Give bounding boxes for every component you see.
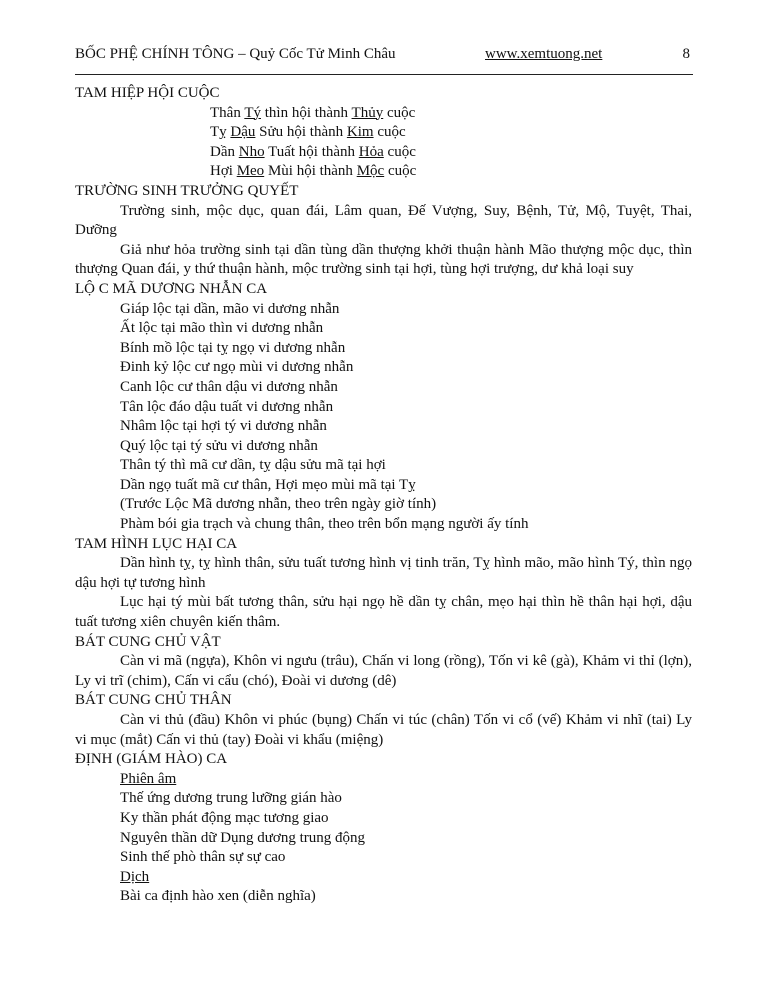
tam-hiep-line: Hợi Meo Mùi hội thành Mộc cuộc bbox=[210, 163, 417, 180]
verse-line: Bài ca định hào xen (diễn nghĩa) bbox=[120, 888, 316, 905]
paragraph: Trường sinh, mộc dục, quan đái, Lâm quan, Đế Vượng, Suy, Bệnh, Tử, Mộ, Tuyệt, Thai, Dưỡng bbox=[75, 202, 692, 239]
section-heading-dinh-hao: ĐỊNH (GIÁM HÀO) CA bbox=[75, 751, 228, 768]
section-heading-bat-cung-than: BÁT CUNG CHỦ THÂN bbox=[75, 692, 232, 709]
paragraph: Dần hình tỵ, tỵ hình thân, sửu tuất tương hình vị tinh trăn, Tỵ hình mão, mão hình Tý, thìn ngọ dậu hợi tự tương hình bbox=[75, 555, 692, 591]
page-header bbox=[75, 46, 693, 68]
section-heading-loc-ma: LỘ C MÃ DƯƠNG NHẪN CA bbox=[75, 280, 268, 297]
tam-hiep-line: Thân Tý thìn hội thành Thủy cuộc bbox=[210, 104, 416, 121]
paragraph: Càn vi thủ (đầu) Khôn vi phúc (bụng) Chấn vi túc (chân) Tốn vi cổ (vế) Khảm vi nhĩ (tai) Ly vi mục (mắt) Cấn vi thủ (tay) Đoài vi khẩu (miệng) bbox=[75, 712, 692, 748]
paragraph: Giả như hỏa trường sinh tại dần tùng dần thượng khởi thuận hành Mão thượng mộc dục, thìn thượng Quan đái, y thứ thuận hành, mộc trường sinh tại hợi, tùng hợi trượng, dư khả loại suy bbox=[75, 241, 692, 278]
verse-line: Bính mồ lộc tại tỵ ngọ vi dương nhẫn bbox=[120, 339, 346, 356]
verse-line: Thân tý thì mã cư dần, tỵ dậu sửu mã tại hợi bbox=[120, 457, 386, 474]
section-heading-bat-cung-vat: BÁT CUNG CHỦ VẬT bbox=[75, 633, 221, 650]
section-heading-tam-hinh: TAM HÌNH LỤC HẠI CA bbox=[75, 535, 238, 552]
section-heading-tam-hiep: TAM HIỆP HỘI CUỘC bbox=[75, 85, 220, 101]
page-number: 8 bbox=[682, 46, 690, 62]
verse-line: Quý lộc tại tý sửu vi dương nhẫn bbox=[120, 437, 318, 454]
header-title: BỐC PHỆ CHÍNH TÔNG – Quỷ Cốc Tử Minh Châu bbox=[75, 46, 396, 62]
verse-line: Nhâm lộc tại hợi tý vi dương nhẫn bbox=[120, 418, 327, 435]
document-body bbox=[75, 84, 692, 907]
verse-line: Sinh thế phò thân sự sự cao bbox=[120, 849, 286, 866]
verse-line: Ất lộc tại mão thìn vi dương nhẫn bbox=[120, 320, 324, 337]
verse-line: Ky thần phát động mạc tương giao bbox=[120, 809, 329, 826]
header-url-link[interactable]: www.xemtuong.net bbox=[485, 46, 603, 62]
header-rule bbox=[75, 74, 693, 75]
verse-line: (Trước Lộc Mã dương nhẫn, theo trên ngày giờ tính) bbox=[120, 496, 437, 513]
verse-line: Tân lộc đáo dậu tuất vi dương nhẫn bbox=[120, 398, 334, 415]
section-heading-truong-sinh: TRƯỜNG SINH TRƯỞNG QUYẾT bbox=[75, 182, 299, 199]
verse-line: Canh lộc cư thân dậu vi dương nhẫn bbox=[120, 378, 338, 395]
verse-line: Phàm bói gia trạch và chung thân, theo trên bổn mạng người ấy tính bbox=[120, 516, 529, 533]
verse-line: Thế ứng dương trung lưỡng gián hào bbox=[120, 790, 342, 807]
verse-line: Đinh kỷ lộc cư ngọ mùi vi dương nhẫn bbox=[120, 359, 354, 376]
phien-am-label: Phiên âm bbox=[120, 770, 177, 787]
dich-label: Dịch bbox=[120, 868, 150, 885]
verse-line: Nguyên thần dữ Dụng dương trung động bbox=[120, 829, 366, 846]
paragraph: Lục hại tý mùi bất tương thân, sửu hại ngọ hề dần tỵ chân, mẹo hại thìn hề thân hại hợi, dậu tuất tương xiên chuyên kiến thâm. bbox=[75, 594, 692, 631]
tam-hiep-line: Dần Nho Tuất hội thành Hỏa cuộc bbox=[210, 143, 416, 160]
paragraph: Càn vi mã (ngựa), Khôn vi ngưu (trâu), Chấn vi long (rồng), Tốn vi kê (gà), Khảm vi thỉ (lợn), Ly vi trĩ (chim), Cấn vi cẩu (chó), Đoài vi dương (dê) bbox=[75, 653, 692, 689]
tam-hiep-line: Tỵ Dậu Sửu hội thành Kim cuộc bbox=[210, 124, 406, 141]
verse-line: Dần ngọ tuất mã cư thân, Hợi mẹo mùi mã tại Tỵ bbox=[120, 476, 416, 493]
verse-line: Giáp lộc tại dần, mão vi dương nhẫn bbox=[120, 300, 340, 317]
